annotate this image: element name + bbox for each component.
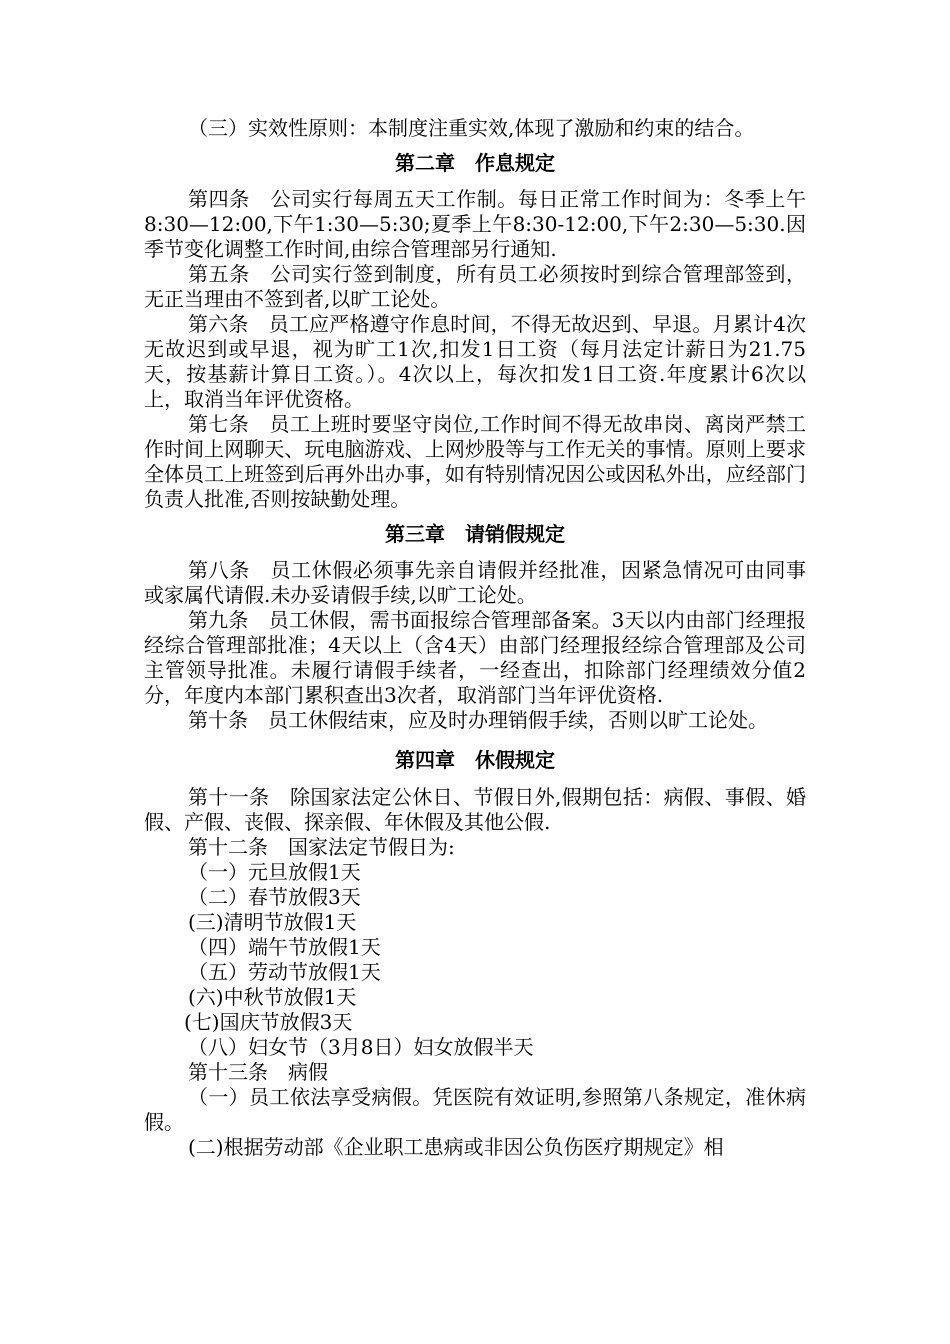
document-body bbox=[144, 116, 806, 1160]
article-6: 第六条 员工应严格遵守作息时间，不得无故迟到、早退。月累计4次无故迟到或早退，视为旷工1次,扣发1日工资（每月法定计薪日为21.75天，按基薪计算日工资。）。4次以上，每次扣发1日工资.年度累计6次以上，取消当年评优资格。 bbox=[144, 312, 806, 411]
holiday-item: （四）端午节放假1天 bbox=[188, 935, 381, 959]
article-7: 第七条 员工上班时要坚守岗位,工作时间不得无故串岗、离岗严禁工作时间上网聊天、玩电脑游戏、上网炒股等与工作无关的事情。原则上要求全体员工上班签到后再外出办事，如有特别情况因公或因私外出，应经部门负责人批准,否则按缺勤处理。 bbox=[144, 412, 806, 511]
article-5: 第五条 公司实行签到制度，所有员工必须按时到综合管理部签到，无正当理由不签到者,以旷工论处。 bbox=[144, 262, 806, 311]
holiday-item: （五）劳动节放假1天 bbox=[188, 960, 381, 984]
holiday-item: （二）春节放假3天 bbox=[188, 885, 361, 909]
article-12: 第十二条 国家法定节假日为: bbox=[188, 835, 455, 859]
sick-leave-item-2: (二)根据劳动部《企业职工患病或非因公负伤医疗期规定》相 bbox=[188, 1135, 724, 1159]
chapter-2-heading: 第二章 作息规定 bbox=[395, 151, 555, 175]
chapter-4-heading: 第四章 休假规定 bbox=[395, 748, 555, 772]
holiday-item: （八）妇女节（3月8日）妇女放假半天 bbox=[188, 1035, 534, 1059]
article-8: 第八条 员工休假必须事先亲自请假并经批准，因紧急情况可由同事或家属代请假.未办妥请假手续,以旷工论处。 bbox=[144, 558, 806, 607]
article-9: 第九条 员工休假，需书面报综合管理部备案。3天以内由部门经理报经综合管理部批准；4天以上（含4天）由部门经理报经综合管理部及公司主管领导批准。未履行请假手续者，一经查出，扣除部门经理绩效分值2分，年度内本部门累积查出3次者，取消部门当年评优资格. bbox=[144, 608, 806, 707]
article-10: 第十条 员工休假结束，应及时办理销假手续，否则以旷工论处。 bbox=[188, 708, 768, 732]
holiday-item: (七)国庆节放假3天 bbox=[184, 1010, 353, 1034]
holiday-item: (六)中秋节放假1天 bbox=[188, 985, 357, 1009]
chapter-3-heading: 第三章 请销假规定 bbox=[385, 522, 565, 546]
article-11: 第十一条 除国家法定公休日、节假日外,假期包括：病假、事假、婚假、产假、丧假、探亲假、年休假及其他公假. bbox=[144, 785, 806, 834]
sick-leave-item-1: （一）员工依法享受病假。凭医院有效证明,参照第八条规定，准休病假。 bbox=[144, 1085, 806, 1134]
holiday-item: (三)清明节放假1天 bbox=[188, 910, 357, 934]
article-4: 第四条 公司实行每周五天工作制。每日正常工作时间为：冬季上午 8:30—12:00,下午1:30—5:30;夏季上午8:30-12:00,下午2:30—5:30.因季节变化调整工作时间,由综合管理部另行通知. bbox=[144, 187, 806, 261]
article-13: 第十三条 病假 bbox=[188, 1060, 328, 1084]
holiday-item: （一）元旦放假1天 bbox=[188, 860, 361, 884]
principle-3: （三）实效性原则：本制度注重实效,体现了激励和约束的结合。 bbox=[188, 116, 755, 140]
